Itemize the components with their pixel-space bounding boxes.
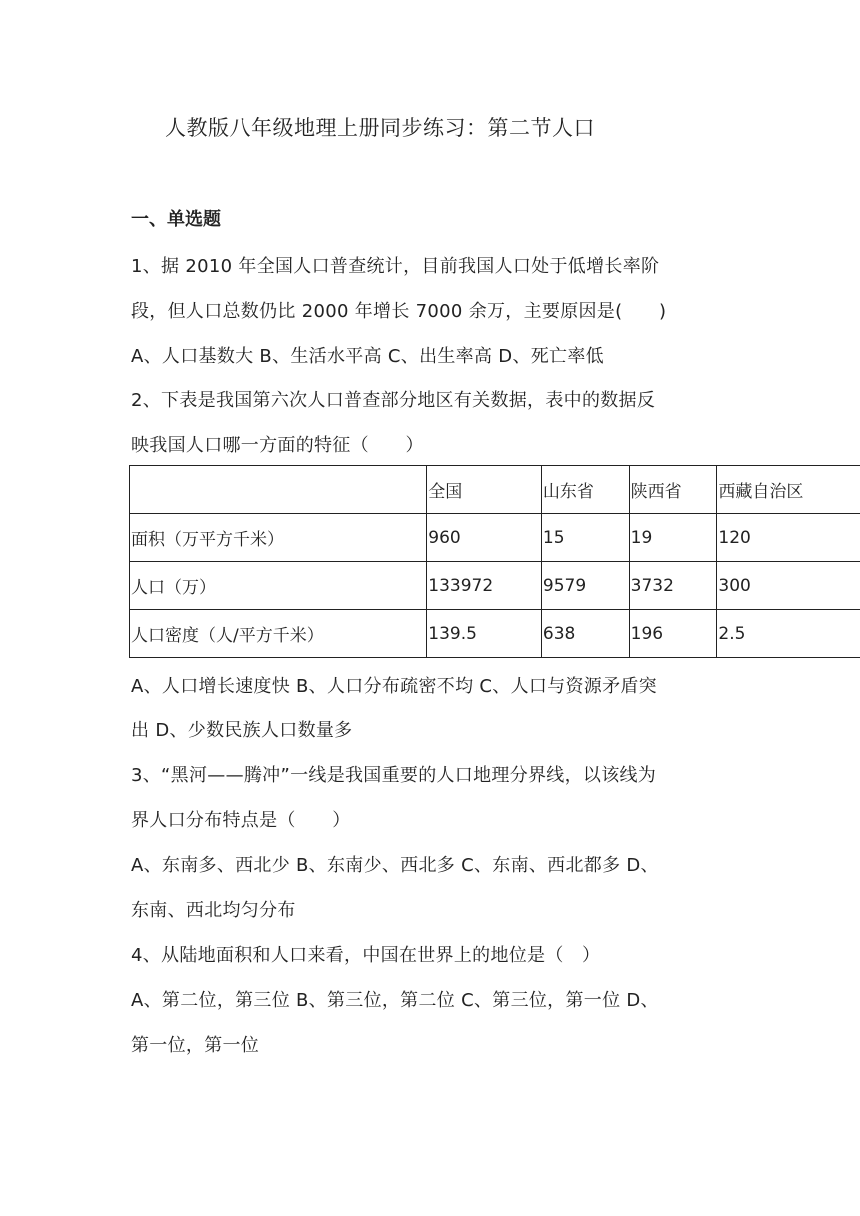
table-header-cell: 全国	[427, 466, 542, 514]
question-3-line-2: 界人口分布特点是（ ）	[131, 810, 351, 831]
table-cell: 19	[629, 514, 717, 562]
question-2-options-line-2: 出 D、少数民族人口数量多	[131, 720, 353, 741]
table-cell: 15	[541, 514, 629, 562]
question-4-options-line-1: A、第二位，第三位 B、第三位，第二位 C、第三位，第一位 D、	[131, 990, 659, 1011]
table-header-cell: 山东省	[541, 466, 629, 514]
section-heading: 一、单选题	[131, 209, 221, 230]
question-3-line-1: 3、“黑河——腾冲”一线是我国重要的人口地理分界线，以该线为	[131, 765, 657, 786]
question-4-line-1: 4、从陆地面积和人口来看，中国在世界上的地位是（ ）	[131, 945, 601, 966]
table-cell: 196	[629, 610, 717, 658]
question-1-line-1: 1、据 2010 年全国人口普查统计，目前我国人口处于低增长率阶	[131, 256, 660, 277]
table-row	[130, 562, 860, 610]
question-1-line-2: 段，但人口总数仍比 2000 年增长 7000 余万，主要原因是( )	[131, 301, 667, 322]
question-2-line-2: 映我国人口哪一方面的特征（ ）	[131, 435, 424, 456]
table-cell: 139.5	[427, 610, 542, 658]
table-cell: 面积（万平方千米）	[130, 514, 427, 562]
table-cell: 9579	[541, 562, 629, 610]
table-header-cell: 陕西省	[629, 466, 717, 514]
table-cell: 960	[427, 514, 542, 562]
question-4-options-line-2: 第一位，第一位	[131, 1035, 260, 1056]
census-table	[129, 465, 860, 658]
table-header-cell: 西藏自治区	[717, 466, 860, 514]
question-2-options-line-1: A、人口增长速度快 B、人口分布疏密不均 C、人口与资源矛盾突	[131, 676, 657, 697]
table-header-cell	[130, 466, 427, 514]
table-cell: 133972	[427, 562, 542, 610]
table-cell: 2.5	[717, 610, 860, 658]
table-cell: 人口密度（人/平方千米）	[130, 610, 427, 658]
table-cell: 300	[717, 562, 860, 610]
table-cell: 120	[717, 514, 860, 562]
question-3-options-line-1: A、东南多、西北少 B、东南少、西北多 C、东南、西北都多 D、	[131, 855, 659, 876]
table-cell: 人口（万）	[130, 562, 427, 610]
question-1-options: A、人口基数大 B、生活水平高 C、出生率高 D、死亡率低	[131, 346, 604, 367]
page-title: 人教版八年级地理上册同步练习：第二节人口	[165, 116, 595, 140]
question-2-line-1: 2、下表是我国第六次人口普查部分地区有关数据，表中的数据反	[131, 390, 656, 411]
table-header-row	[130, 466, 860, 514]
table-cell: 638	[541, 610, 629, 658]
question-3-options-line-2: 东南、西北均匀分布	[131, 900, 296, 921]
table-row	[130, 514, 860, 562]
table-cell: 3732	[629, 562, 717, 610]
table-row	[130, 610, 860, 658]
